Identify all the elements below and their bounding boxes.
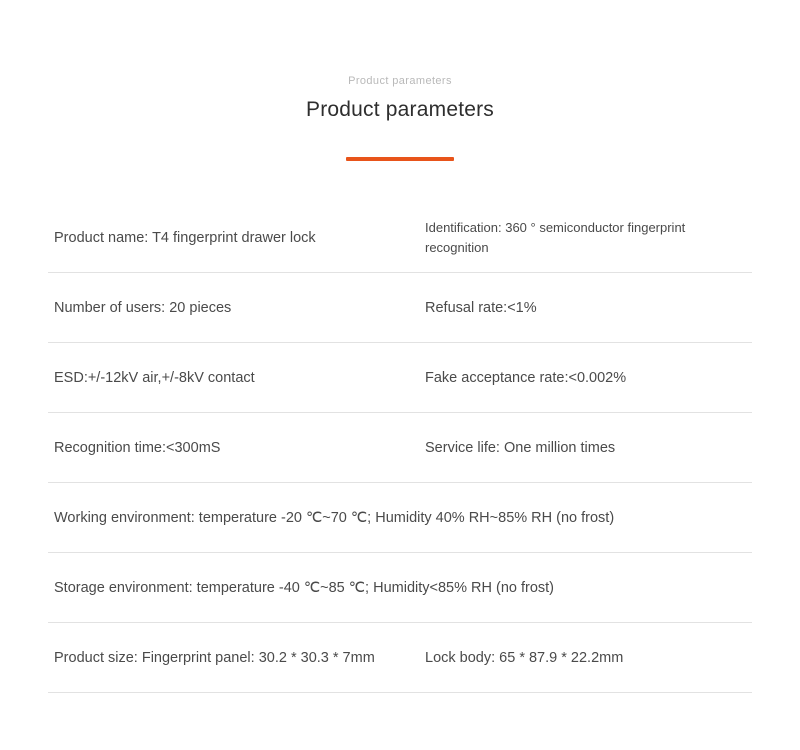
param-service-life: Service life: One million times xyxy=(425,439,616,456)
param-esd: ESD:+/-12kV air,+/-8kV contact xyxy=(54,369,255,386)
table-row xyxy=(48,623,752,693)
param-recognition-time: Recognition time:<300mS xyxy=(54,439,221,456)
table-row xyxy=(48,553,752,623)
param-working-environment: Working environment: temperature -20 ℃~70 ℃; Humidity 40% RH~85% RH (no frost) xyxy=(54,509,615,526)
table-row xyxy=(48,203,752,273)
param-lock-body-size: Lock body: 65 * 87.9 * 22.2mm xyxy=(425,649,624,666)
accent-bar-wrap xyxy=(0,157,800,161)
param-product-size: Product size: Fingerprint panel: 30.2 * 30.3 * 7mm xyxy=(54,649,375,666)
param-storage-environment: Storage environment: temperature -40 ℃~85 ℃; Humidity<85% RH (no frost) xyxy=(54,579,555,596)
page-title: Product parameters xyxy=(305,98,495,121)
page-eyebrow: Product parameters xyxy=(348,75,452,87)
param-identification: Identification: 360 ° semiconductor fingerprint recognition xyxy=(425,219,686,255)
table-row xyxy=(48,273,752,343)
param-product-name: Product name: T4 fingerprint drawer lock xyxy=(54,229,316,246)
param-refusal-rate: Refusal rate:<1% xyxy=(425,299,537,316)
param-number-of-users: Number of users: 20 pieces xyxy=(54,299,232,316)
page-header xyxy=(0,0,800,161)
table-row xyxy=(48,343,752,413)
param-fake-acceptance-rate: Fake acceptance rate:<0.002% xyxy=(425,369,627,386)
table-row xyxy=(48,483,752,553)
accent-bar xyxy=(346,157,454,161)
table-row xyxy=(48,413,752,483)
parameters-table xyxy=(48,203,752,693)
